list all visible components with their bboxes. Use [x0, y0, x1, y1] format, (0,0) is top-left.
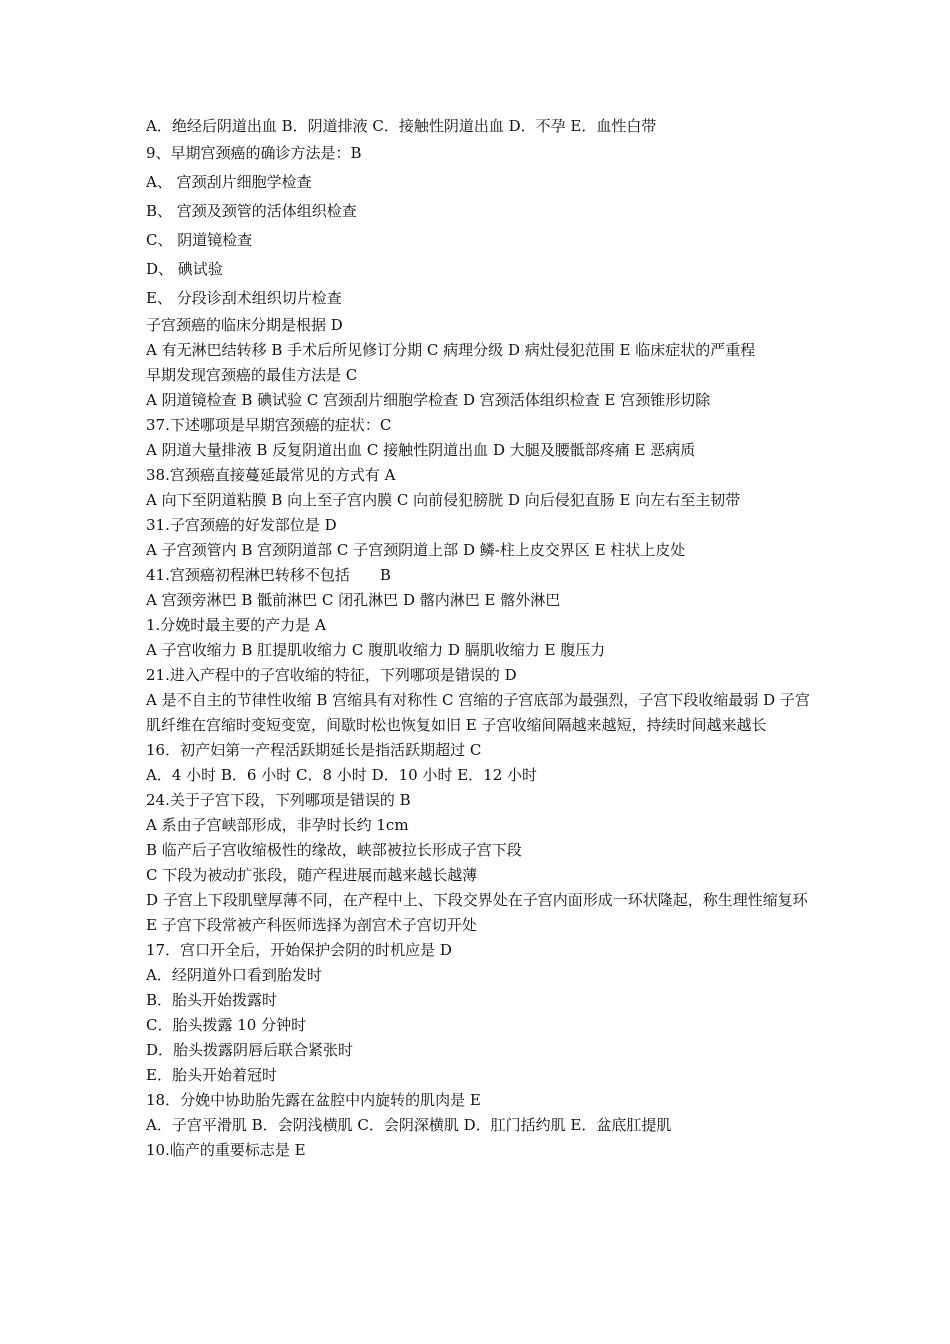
question-17: 17．宫口开全后，开始保护会阴的时机应是 D	[146, 941, 452, 959]
answer-options: A 子宫收缩力 B 肛提肌收缩力 C 腹肌收缩力 D 膈肌收缩力 E 腹压力	[146, 641, 606, 659]
option-a: A、 宫颈刮片细胞学检查	[146, 173, 312, 191]
question-1: 1.分娩时最主要的产力是 A	[146, 616, 326, 634]
question-16: 16．初产妇第一产程活跃期延长是指活跃期超过 C	[146, 741, 482, 759]
option-d: D、 碘试验	[146, 260, 223, 278]
answer-options: A．绝经后阴道出血 B．阴道排液 C．接触性阴道出血 D．不孕 E．血性白带	[146, 117, 657, 135]
option-a: A 系由子宫峡部形成，非孕时长约 1cm	[146, 816, 409, 834]
answer-options: A．子宫平滑肌 B．会阴浅横肌 C．会阴深横肌 D．肛门括约肌 E．盆底肛提肌	[146, 1116, 672, 1134]
question-21: 21.进入产程中的子宫收缩的特征，下列哪项是错误的 D	[146, 666, 517, 684]
option-a: A．经阴道外口看到胎发时	[146, 966, 322, 984]
option-d: D．胎头拨露阴唇后联合紧张时	[146, 1041, 354, 1059]
question-31: 31.子宫颈癌的好发部位是 D	[146, 516, 337, 534]
option-e: E、 分段诊刮术组织切片检查	[146, 289, 342, 307]
answer-options: A 阴道镜检查 B 碘试验 C 宫颈刮片细胞学检查 D 宫颈活体组织检查 E 宫颈锥形切除	[146, 391, 711, 409]
option-b: B 临产后子宫收缩极性的缘故，峡部被拉长形成子宫下段	[146, 841, 522, 859]
question-18: 18．分娩中协助胎先露在盆腔中内旋转的肌肉是 E	[146, 1091, 481, 1109]
question-10: 10.临产的重要标志是 E	[146, 1141, 306, 1159]
option-e: E 子宫下段常被产科医师选择为剖宫术子宫切开处	[146, 916, 477, 934]
question-early-detection: 早期发现宫颈癌的最佳方法是 C	[146, 366, 358, 384]
option-e: E．胎头开始着冠时	[146, 1066, 277, 1084]
option-c: C．胎头拨露 10 分钟时	[146, 1016, 307, 1034]
question-37: 37.下述哪项是早期宫颈癌的症状：C	[146, 416, 392, 434]
option-c: C 下段为被动扩张段，随产程进展而越来越长越薄	[146, 866, 478, 884]
question-24: 24.关于子宫下段，下列哪项是错误的 B	[146, 791, 411, 809]
answer-options: A 宫颈旁淋巴 B 骶前淋巴 C 闭孔淋巴 D 髂内淋巴 E 髂外淋巴	[146, 591, 561, 609]
answer-options: A 有无淋巴结转移 B 手术后所见修订分期 C 病理分级 D 病灶侵犯范围 E 临床症状的严重程	[146, 341, 756, 359]
question-38: 38.宫颈癌直接蔓延最常见的方式有 A	[146, 466, 396, 484]
option-c: C、 阴道镜检查	[146, 231, 253, 249]
question-9: 9、早期宫颈癌的确诊方法是：B	[146, 144, 362, 162]
answer-options: A 阴道大量排液 B 反复阴道出血 C 接触性阴道出血 D 大腿及腰骶部疼痛 E 恶病质	[146, 441, 696, 459]
option-d: D 子宫上下段肌壁厚薄不同，在产程中上、下段交界处在子宫内面形成一环状隆起，称生理性缩复环	[146, 891, 808, 909]
answer-options-paragraph: A 是不自主的节律性收缩 B 宫缩具有对称性 C 宫缩的子宫底部为最强烈，子宫下段收缩最弱 D 子宫肌纤维在宫缩时变短变宽，间歇时松也恢复如旧 E 子宫收缩间隔越来越短，持续时间越来越长	[146, 691, 810, 734]
question-staging: 子宫颈癌的临床分期是根据 D	[146, 316, 343, 334]
option-b: B．胎头开始拨露时	[146, 991, 278, 1009]
question-41: 41.宫颈癌初程淋巴转移不包括 B	[146, 566, 391, 584]
option-b: B、 宫颈及颈管的活体组织检查	[146, 202, 357, 220]
answer-options: A 子宫颈管内 B 宫颈阴道部 C 子宫颈阴道上部 D 鳞-柱上皮交界区 E 柱状上皮处	[146, 541, 686, 559]
answer-options: A．4 小时 B．6 小时 C．8 小时 D．10 小时 E．12 小时	[146, 766, 538, 784]
answer-options: A 向下至阴道粘膜 B 向上至子宫内膜 C 向前侵犯膀胱 D 向后侵犯直肠 E 向左右至主韧带	[146, 491, 741, 509]
